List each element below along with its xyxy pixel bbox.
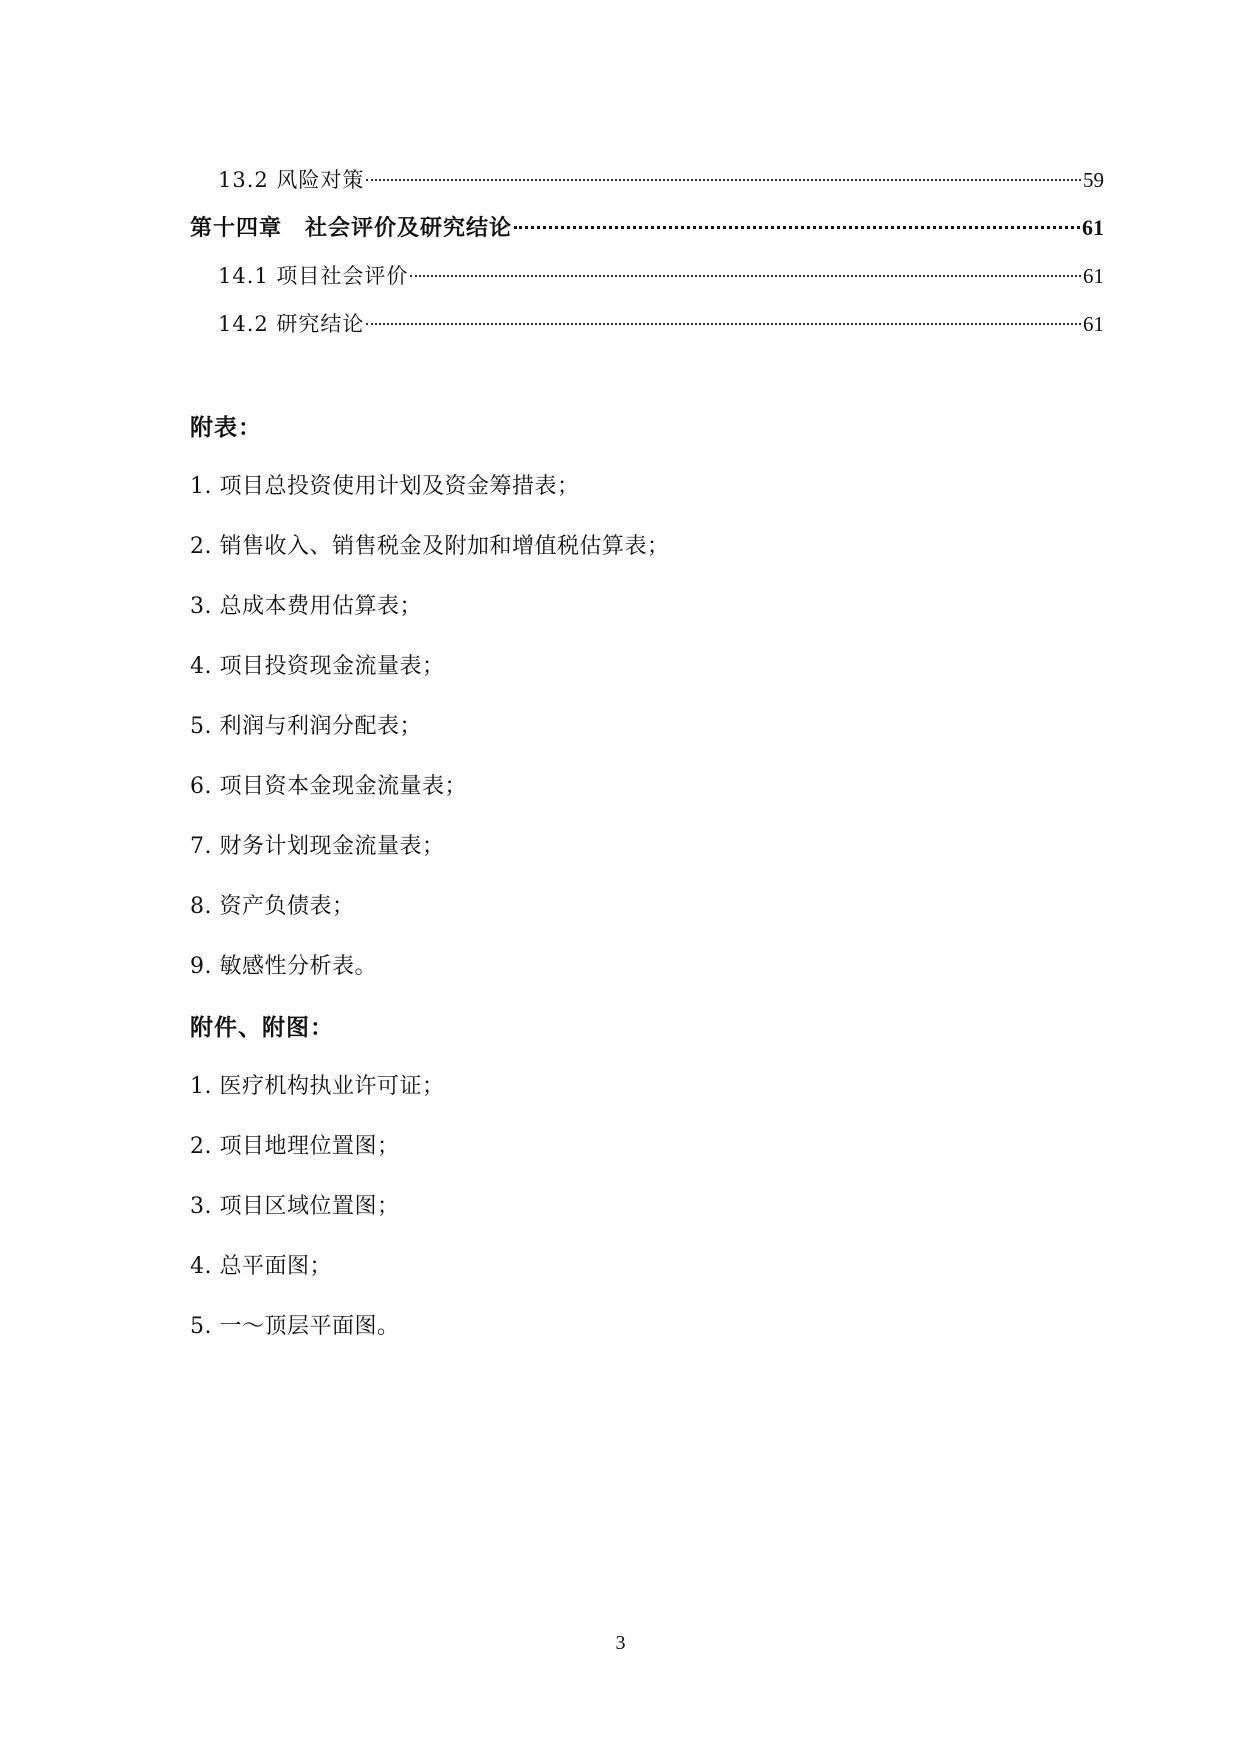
toc-entry-page: 61: [1083, 264, 1104, 288]
toc-entry-page: 61: [1082, 215, 1104, 240]
toc-entry-label: 13.2 风险对策: [218, 168, 365, 192]
toc-entry-page: 59: [1083, 168, 1104, 192]
list-item: 5. 利润与利润分配表；: [190, 714, 422, 739]
appendix-tables-heading: 附表：: [190, 415, 262, 441]
appendix-tables-list: [190, 472, 670, 1012]
toc-leader-dots: [514, 226, 1080, 229]
page-number: 3: [615, 1632, 626, 1654]
toc-leader-dots: [410, 275, 1081, 277]
toc-entry[interactable]: [190, 156, 1104, 204]
attachments-list: [190, 1072, 444, 1372]
list-item: 6. 项目资本金现金流量表；: [190, 774, 467, 799]
list-item: 1. 医疗机构执业许可证；: [190, 1074, 445, 1099]
attachments-heading: 附件、附图：: [190, 1015, 334, 1041]
toc-entry-label: 14.2 研究结论: [218, 312, 365, 336]
toc-leader-dots: [366, 323, 1081, 325]
list-item: 5. 一～顶层平面图。: [190, 1314, 400, 1339]
list-item: 4. 项目投资现金流量表；: [190, 654, 445, 679]
toc-leader-dots: [366, 179, 1081, 181]
table-of-contents: [190, 156, 1104, 348]
list-item: 9. 敏感性分析表。: [190, 954, 377, 979]
list-item: 8. 资产负债表；: [190, 894, 355, 919]
list-item: 4. 总平面图；: [190, 1254, 332, 1279]
list-item: 3. 项目区域位置图；: [190, 1194, 400, 1219]
toc-chapter-entry[interactable]: [190, 204, 1104, 252]
list-item: 3. 总成本费用估算表；: [190, 594, 422, 619]
toc-entry[interactable]: [190, 300, 1104, 348]
list-item: 2. 销售收入、销售税金及附加和增值税估算表；: [190, 534, 670, 559]
list-item: 7. 财务计划现金流量表；: [190, 834, 445, 859]
list-item: 2. 项目地理位置图；: [190, 1134, 400, 1159]
toc-entry-label: 14.1 项目社会评价: [218, 264, 409, 288]
toc-entry-label: 第十四章 社会评价及研究结论: [190, 215, 513, 241]
toc-entry-page: 61: [1083, 312, 1104, 336]
list-item: 1. 项目总投资使用计划及资金筹措表；: [190, 474, 580, 499]
toc-entry[interactable]: [190, 252, 1104, 300]
